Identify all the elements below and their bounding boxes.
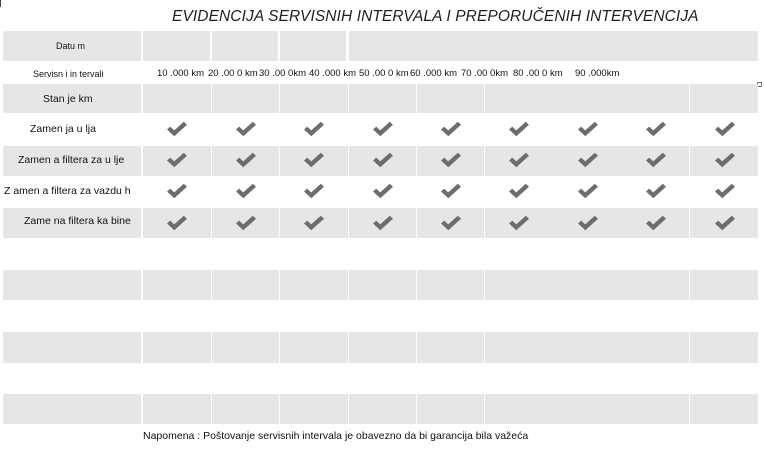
blank-label-cell[interactable] [3, 394, 141, 424]
blank-cell[interactable] [690, 332, 758, 363]
blank-cell[interactable] [143, 270, 211, 300]
checkmark-icon [166, 215, 188, 231]
mileage-cell[interactable] [621, 84, 689, 113]
blank-cell[interactable] [280, 270, 348, 300]
interval-6: 60 .000 km [410, 68, 457, 79]
checkmark-icon [372, 183, 394, 199]
checkmark-icon [166, 152, 188, 168]
blank-cell[interactable] [553, 270, 621, 300]
checkmark-icon [508, 121, 530, 137]
mileage-cell[interactable] [349, 84, 416, 113]
row-label-mileage: Stan je km [43, 93, 93, 105]
blank-label-cell[interactable] [3, 332, 141, 363]
checkmark-icon [508, 152, 530, 168]
blank-cell[interactable] [212, 332, 279, 363]
interval-3: 30 .00 0km [259, 68, 306, 79]
mileage-cell[interactable] [485, 84, 553, 113]
checkmark-icon [508, 215, 530, 231]
blank-cell[interactable] [485, 394, 553, 424]
checkmark-icon [235, 152, 257, 168]
checkmark-icon [440, 152, 462, 168]
interval-8: 80 .00 0 km [513, 68, 563, 79]
interval-4: 40 .000 km [309, 68, 356, 79]
checkmark-icon [714, 152, 736, 168]
blank-cell[interactable] [143, 332, 211, 363]
checkmark-icon [372, 152, 394, 168]
checkmark-icon [577, 215, 599, 231]
blank-cell[interactable] [417, 394, 484, 424]
blank-cell[interactable] [553, 394, 621, 424]
footnote: Napomena : Poštovanje servisnih intervala je obavezno da bi garancija bila važeća [143, 430, 529, 442]
blank-cell[interactable] [280, 332, 348, 363]
interval-7: 70 .00 0km [461, 68, 508, 79]
checkmark-icon [577, 121, 599, 137]
checkmark-icon [577, 183, 599, 199]
row-label-date: Datu m [56, 41, 86, 51]
checkmark-icon [440, 215, 462, 231]
checkmark-icon [303, 215, 325, 231]
blank-cell[interactable] [212, 394, 279, 424]
interval-9: 90 .000km [575, 68, 620, 79]
checkmark-icon [372, 121, 394, 137]
mileage-cell[interactable] [690, 84, 758, 113]
blank-cell[interactable] [280, 394, 348, 424]
date-cell[interactable] [212, 31, 278, 61]
mileage-cell[interactable] [417, 84, 484, 113]
checkmark-icon [303, 121, 325, 137]
checkmark-icon [235, 215, 257, 231]
blank-cell[interactable] [417, 270, 484, 300]
interval-5: 50 .00 0 km [359, 68, 409, 79]
blank-cell[interactable] [349, 394, 416, 424]
blank-cell[interactable] [485, 270, 553, 300]
mileage-cell[interactable] [143, 84, 211, 113]
mileage-cell[interactable] [280, 84, 348, 113]
blank-cell[interactable] [690, 270, 758, 300]
mileage-cell[interactable] [212, 84, 279, 113]
blank-cell[interactable] [553, 332, 621, 363]
checkmark-icon [645, 152, 667, 168]
date-cell[interactable] [143, 31, 210, 61]
blank-cell[interactable] [417, 332, 484, 363]
checkmark-icon [372, 215, 394, 231]
blank-cell[interactable] [621, 332, 689, 363]
page-title: EVIDENCIJA SERVISNIH INTERVALA I PREPORUČENIH INTERVENCIJA [172, 8, 699, 25]
checkmark-icon [577, 152, 599, 168]
checkmark-icon [645, 121, 667, 137]
checkmark-icon [235, 121, 257, 137]
blank-cell[interactable] [690, 394, 758, 424]
row-label-air-filter: Z amen a filtera za vazdu h [4, 185, 131, 197]
interval-2: 20 .00 0 km [208, 68, 258, 79]
checkmark-icon [508, 183, 530, 199]
blank-cell[interactable] [143, 394, 211, 424]
mileage-cell[interactable] [553, 84, 621, 113]
blank-cell[interactable] [621, 394, 689, 424]
checkmark-icon [714, 215, 736, 231]
row-label-cabin-filter: Zame na filtera ka bine [24, 215, 131, 227]
checkmark-icon [303, 183, 325, 199]
checkmark-icon [714, 183, 736, 199]
checkmark-icon [303, 152, 325, 168]
blank-label-cell[interactable] [3, 270, 141, 300]
date-cell-wide[interactable] [349, 31, 758, 61]
checkmark-icon [645, 215, 667, 231]
checkmark-icon [440, 183, 462, 199]
checkmark-icon [714, 121, 736, 137]
checkmark-icon [235, 183, 257, 199]
checkmark-icon [440, 121, 462, 137]
checkmark-icon [645, 183, 667, 199]
row-label-oil-change: Zamen ja u lja [30, 123, 96, 135]
interval-1: 10 .000 km [157, 68, 204, 79]
row-label-intervals: Servisn i in tervali [33, 69, 104, 79]
blank-cell[interactable] [349, 270, 416, 300]
checkmark-icon [166, 121, 188, 137]
blank-cell[interactable] [485, 332, 553, 363]
checkmark-icon [166, 183, 188, 199]
blank-cell[interactable] [349, 332, 416, 363]
blank-cell[interactable] [621, 270, 689, 300]
date-cell[interactable] [280, 31, 346, 61]
row-label-oil-filter: Zamen a filtera za u lje [18, 154, 125, 166]
blank-cell[interactable] [212, 270, 279, 300]
